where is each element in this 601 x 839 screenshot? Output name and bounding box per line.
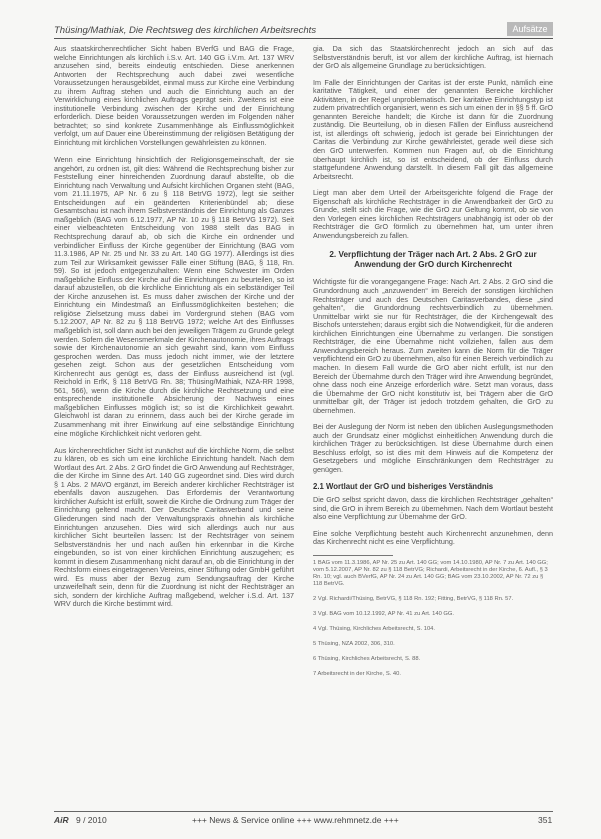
- footer-rule: [54, 811, 553, 812]
- paragraph: Eine solche Verpflichtung besteht auch Kirchenrecht anzunehmen, denn das Kirchenrecht nicht es eine Verpflichtung.: [313, 528, 553, 547]
- footnote: 2 Vgl. Richardi/Thüsing, BetrVG, § 118 Rn. 192; Fitting, BetrVG, § 118 Rn. 57.: [313, 595, 514, 602]
- footer-website: +++ News & Service online +++ www.rehmnetz.de +++: [192, 815, 399, 825]
- section-tag: Aufsätze: [507, 22, 553, 36]
- paragraph: Aus staatskirchenrechtlicher Sicht haben BVerfG und BAG die Frage, welche Einrichtungen als kirchlich i.S.v. Art. 140 GG i.V.m. Art. 137 WRV anzusehen sind, bereits eindeutig entschieden. Diese anerkennen Antworten der Rechtsprechung auch dabei zwei wesentliche Voraussetzungen herausgebildet, einmal muss zur Kirche eine Verbindung zu ihrem Auftrag stehen und auch die Einrichtung auch an der Verwirklichung eines kirchlichen Auftrags geprägt sein. Zweitens ist eine institutionelle Verbindung zwischen der Kirche und der Einrichtung erforderlich. Diese beiden Voraussetzungen werden im Folgenden näher betrachtet; so sind konkrete Zusammenhänge als Einflussmöglichkeit verfolgt, um auf Dauer eine Übereinstimmung der religiösen Betätigung der Einrichtung mit kirchlichen Vorstellungen gewährleisten zu können.: [54, 44, 294, 148]
- paragraph: Aus kirchenrechtlicher Sicht ist zunächst auf die kirchliche Norm, die selbst zu klären, ob es sich um eine kirchliche Einrichtung handelt. Nach dem Wortlaut des Art. 2 Abs. 2 GrO findet die GrO Anwendung auf Rechtsträger, die der Kirche im Sinne des Art. 140 GG zugeordnet sind. Dies wird durch § 1 Abs. 2 MAVO ergänzt, im Bereich anderer kirchlicher Rechtsträger ist ebenfalls davon auszugehen. Das Erfordernis der Verantwortung kirchlicher Aufsicht ist erfüllt, soweit die Kirche die Ordnung zum Träger der Einrichtung geltend macht. Der Deutsche Caritasverband und seine Gliederungen sind nach der Verwaltungspraxis ohnehin als kirchliche Einrichtungen anzusehen. Dies wird sich allerdings auch nur aus kirchlicher Sicht beurteilen lassen: Ist der Rechtsträger von seinem Selbstverständnis her und nach außen hin erkennbar in die Kirche eingebunden, so ist von einer kirchlichen Einrichtung auszugehen; es kommt in diesem Zusammenhang nicht darauf an, ob die Einrichtung in der Rechtsform eines eingetragenen Vereins, einer Stiftung oder GmbH geführt wird. Es muss aber der Bezug zum Sendungsauftrag der Kirche unzweifelhaft sein, denn für die Zuordnung ist nicht der Rechtsträger an sich, sondern der kirchliche Auftrag maßgebend, welcher i.S.d. Art. 137 WRV durch die Kirche bestimmt wird.: [54, 445, 294, 609]
- footnote: 1 BAG vom 11.3.1986, AP Nr. 25 zu Art. 140 GG; vom 14.10.1980, AP Nr. 7 zu Art. 140 GG; vom 5.12.2007, AP Nr. 82 zu § 118 BetrVG; Richardi, Arbeitsrecht in der Kirche, 6. Aufl., § 3 Rn. 10; vgl. auch BVerfG, AP Nr. 24 zu Art. 140 GG; BAG vom 23.10.2002, AP Nr. 72 zu § 118 BetrVG.: [313, 559, 548, 587]
- paragraph: gia. Da sich das Staatskirchenrecht jedoch an sich auf das Selbstverständnis beruft, ist vor allem der kirchliche Auftrag, ist hiernach der GrO als allgemeine Grundlage zu berücksichtigen.: [313, 44, 553, 71]
- footnote: 3 Vgl. BAG vom 10.12.1992, AP Nr. 41 zu Art. 140 GG.: [313, 610, 455, 617]
- paragraph: Im Falle der Einrichtungen der Caritas ist der erste Punkt, nämlich eine karitative Tätigkeit, und einer der genannten Bereiche kirchlicher Aktivitäten, in der Regel unproblematisch. Der karitative Einrichtungstyp ist zudem privatrechtlich organisiert, wenn es sich um einen der in §§ 5 ff. GrO genannten Bereiche handelt; die Kirche ist dann für die Zuordnung zuständig. Die Beurteilung, ob in diesen Fällen der Einfluss ausreichend ist, ist allerdings oft schwierig, jedoch ist gerade bei Einrichtungen der Caritas die Verbindung zur Kirche gewährleistet, gerade weil diese sich den GrO unterwerfen. Kommen nun Fragen auf, ob die Einrichtung überhaupt kirchlich ist, so ist entscheidend, ob der Einfluss durch stattgefundene Anwendung darstellt. In diesem Fall gilt das allgemeine Arbeitsrecht.: [313, 77, 553, 181]
- section-heading: 2. Verpflichtung der Träger nach Art. 2 Abs. 2 GrO zur Anwendung der GrO durch Kirchenrecht: [329, 250, 537, 270]
- paragraph: Die GrO selbst spricht davon, dass die kirchlichen Rechtsträger „gehalten“ sind, die GrO in ihrem Bereich zu übernehmen. Nach dem Wortlaut besteht also eine Verpflichtung zur Übernahme der GrO.: [313, 495, 553, 522]
- paragraph: Liegt man aber dem Urteil der Arbeitsgerichte folgend die Frage der Eigenschaft als kirchliche Rechtsträger in die Anwendbarkeit der GrO zu Grunde, stellt sich die Frage, wie die GrO zur Geltung kommt, ob sie von den Vorlegen eines kirchlichen Rechtsträgers unabhängig ist oder ob der Rechtsträger die GrO förmlich zu übernehmen hat, um unter ihren Anwendungsbereich zu fallen.: [313, 188, 553, 240]
- journal-logo: AiR: [54, 815, 69, 825]
- running-header-title: Thüsing/Mathiak, Die Rechtsweg des kirchlichen Arbeitsrechts: [54, 25, 317, 36]
- footnote: 6 Thüsing, Kirchliches Arbeitsrecht, S. 88.: [313, 655, 421, 662]
- left-column: [54, 45, 294, 618]
- footnote: 4 Vgl. Thüsing, Kirchliches Arbeitsrecht, S. 104.: [313, 625, 436, 632]
- paragraph: Wenn eine Einrichtung hinsichtlich der Religionsgemeinschaft, der sie angehört, zu ordnen ist, gilt dies: Während die Rechtsprechung bisher zur Feststellung einer hinreichenden Zuordnung darauf abstellte, ob die Einrichtung nach Verwaltung und Aufsicht kirchlichen Organen steht (BAG, vom 21.11.1975, AP Nr. 6 zu § 118 BetrVG 1972), legt sie seither Entscheidungen auf ein geänderten Kriterienbündel ab; diese Gesamtschau ist nach ihrem Selbstverständnis der Einrichtung als Ganzes maßgeblich (BAG vom 6.12.1977, AP Nr. 10 zu § 118 BetrVG 1972). Seit einer vielbeachteten Entscheidung von 1988 stellt das BAG in Rechtsprechung darauf ab, ob sich die Kirche ein ordnender und verbindlicher Einfluss der Kirche gegenüber der Einrichtung (BAG vom 11.3.1986, AP Nr. 25 und Nr. 33 zu Art. 140 GG 1977). Allerdings ist dies zum Teil zur Wirksamkeit gewisser Fälle einer Stiftung (BAG, § 118, Rn. 59). So ist jedoch entgegenzuhalten: Wenn eine Schwester im Orden maßgebliche Einfluss der Kirche auf die Einrichtungen zu beurteilen, so ist darauf abzustellen, ob die kirchliche Einrichtung als ein selbständiger Teil der Kirche anzusehen ist. Es muss daher zwischen der Kirche und der Einrichtung ein Mindestmaß an Einflussmöglichkeiten bestehen; die religiöse Zielsetzung muss dabei im Vordergrund stehen (BAG vom 5.12.2007, AP Nr. 82 zu § 118 BetrVG 1972; welche Art des Einflusses maßgeblich ist, soll dann auch bei den jeweiligen Trägern zu Grunde gelegt werden. Sofern die Wesensmerkmale der Kirchenautonomie, ihres Auftrags sowie der Kirchenautonomie an sich gewahrt sind, kann vom Einfluss gesprochen werden. Das muss jedoch nicht immer, wie der letztere gesehen zeigt. Schon aus der gesetzlichen Entscheidung vom Kirchenrecht aus genügt es, dass der Einfluss ausreichend ist (vgl. Reichold in ErfK, § 118 BetrVG Rn. 38; Thüsing/Mathiak, NZA-RR 1998, 561, 566), wenn die Kirche durch die kirchliche Rechtsetzung und eine entsprechende institutionelle Absicherung der Nachweis eines maßgeblichen Einflusses möglich ist; so ist die Kirchlichkeit gewahrt. Gleichwohl ist daran zu erinnern, dass auch bei der Kirche gerade im Zusammenhang mit ihrer Einwirkung auf eine selbständige Einrichtung eine mögliche Kirchlichkeit nicht verloren geht.: [54, 155, 294, 438]
- paragraph: Bei der Auslegung der Norm ist neben den üblichen Auslegungsmethoden auch der Grundsatz einer möglichst einheitlichen Anwendung durch die kirchlichen Träger zu berücksichtigen. Ist diese Übernahme durch einen Beschluss erfolgt, so ist dies mit dem Hinweis auf die Kompetenz der Gesetzgebers und mögliche Einschränkungen dem Rechtsträger zu genügen.: [313, 422, 553, 474]
- footnote: 7 Arbeitsrecht in der Kirche, S. 40.: [313, 670, 401, 677]
- footnote: 5 Thüsing, NZA 2002, 306, 310.: [313, 640, 395, 647]
- paragraph: Wichtigste für die vorangegangene Frage: Nach Art. 2 Abs. 2 GrO sind die Grundordnung auch „anzuwenden“ im Bereich der sonstigen kirchlichen Rechtsträger und auch des Deutschen Caritasverbandes, diese „sind gehalten“, die Grundordnung rechtsverbindlich zu übernehmen. Unmittelbar wirkt sie nur für Rechtsträger, die der Kirchengewalt des Bischofs unterstehen; daraus ergibt sich die Notwendigkeit, für die anderen kirchlichen Einrichtungen eine Übernahme zu verlangen. Die sonstigen Rechtsträger, die eine Übernahme nicht vollziehen, fallen aus dem Anwendungsbereich heraus. Zum zweiten kann die Norm für die Träger verpflichtend ein GrO zu übernehmen, also für einen Bereich verbindlich zu machen. In diesem Fall wurde die GrO aber nicht erfüllt, ist nur den Bereich der Übernahme durch den Träger wird ihre Anwendung begründet, ohne dass noch eine Anzeige erforderlich wäre. Setzt man voraus, dass die Übernahme der GrO nicht konstitutiv ist, bei Trägern aber die GrO unmittelbar gilt, der Träger ist jedoch trotzdem gehalten, die GrO zu übernehmen.: [313, 277, 553, 415]
- subsection-heading: 2.1 Wortlaut der GrO und bisheriges Verständnis: [313, 481, 494, 491]
- footnote-rule: [313, 555, 393, 556]
- header-rule: [54, 38, 553, 39]
- page-number: 351: [538, 815, 553, 825]
- issue-number: 9 / 2010: [76, 815, 107, 825]
- right-column: [313, 45, 553, 686]
